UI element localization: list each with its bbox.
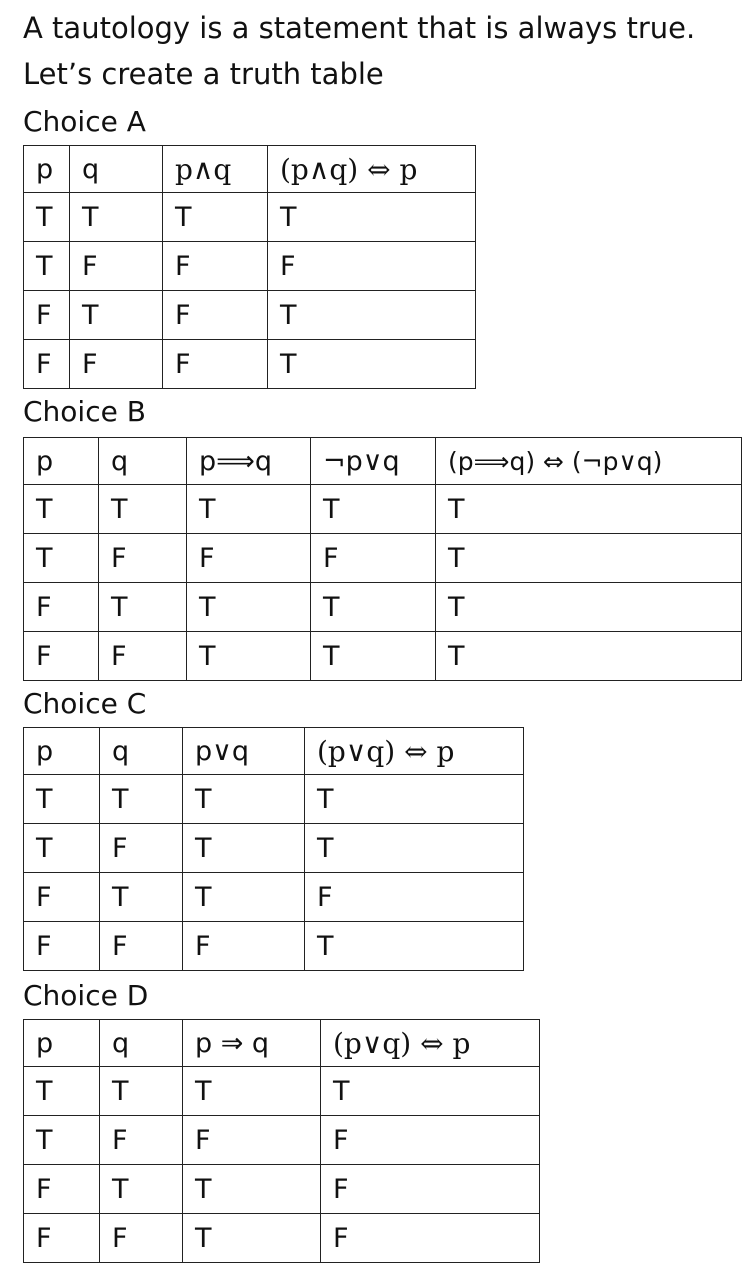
table-cell: F xyxy=(24,873,100,922)
header-cell: p xyxy=(24,1020,100,1067)
table-cell: F xyxy=(311,534,436,583)
header-cell: q xyxy=(100,728,183,775)
header-cell: (p⟹q) ⇔ (¬p∨q) xyxy=(436,438,742,485)
table-row xyxy=(24,534,742,583)
table-cell: F xyxy=(183,1116,321,1165)
table-cell: T xyxy=(24,193,70,242)
table-cell: T xyxy=(311,485,436,534)
choice-a-label: Choice A xyxy=(23,105,146,138)
table-cell: T xyxy=(99,485,187,534)
table-cell: T xyxy=(24,1116,100,1165)
table-cell: T xyxy=(24,824,100,873)
table-row xyxy=(24,873,524,922)
table-row xyxy=(24,1067,540,1116)
table-cell: T xyxy=(163,193,268,242)
choice-d-label: Choice D xyxy=(23,979,149,1012)
table-cell: F xyxy=(268,242,476,291)
table-cell: F xyxy=(24,340,70,389)
table-row xyxy=(24,922,524,971)
table-cell: F xyxy=(24,1214,100,1263)
table-row xyxy=(24,1165,540,1214)
table-cell: T xyxy=(436,583,742,632)
choice-c-label: Choice C xyxy=(23,687,147,720)
table-cell: T xyxy=(187,485,311,534)
table-cell: T xyxy=(24,775,100,824)
table-cell: F xyxy=(70,242,163,291)
table-cell: T xyxy=(100,873,183,922)
header-cell: p∨q xyxy=(183,728,305,775)
table-row xyxy=(24,632,742,681)
table-cell: F xyxy=(321,1214,540,1263)
table-cell: F xyxy=(163,340,268,389)
table-cell: T xyxy=(183,824,305,873)
table-cell: T xyxy=(436,632,742,681)
table-cell: T xyxy=(183,1067,321,1116)
table-cell: F xyxy=(24,922,100,971)
choice-b-truth-table xyxy=(23,437,742,681)
table-cell: T xyxy=(24,534,99,583)
table-cell: F xyxy=(99,632,187,681)
header-cell: (p∧q) ⇔ p xyxy=(268,146,476,193)
table-cell: T xyxy=(100,1067,183,1116)
table-cell: T xyxy=(183,1165,321,1214)
table-cell: T xyxy=(24,485,99,534)
table-cell: T xyxy=(187,583,311,632)
table-cell: F xyxy=(100,824,183,873)
header-cell: (p∨q) ⇔ p xyxy=(321,1020,540,1067)
table-cell: F xyxy=(321,1165,540,1214)
intro-line-1: A tautology is a statement that is always true. xyxy=(23,11,696,45)
intro-line-2: Let’s create a truth table xyxy=(23,57,384,91)
header-cell: p∧q xyxy=(163,146,268,193)
header-cell: p xyxy=(24,728,100,775)
table-cell: F xyxy=(163,291,268,340)
header-cell: (p∨q) ⇔ p xyxy=(305,728,524,775)
table-row xyxy=(24,1214,540,1263)
table-header-row xyxy=(24,146,476,193)
table-row xyxy=(24,242,476,291)
header-cell: ¬p∨q xyxy=(311,438,436,485)
table-cell: F xyxy=(24,583,99,632)
table-cell: F xyxy=(24,1165,100,1214)
table-cell: T xyxy=(305,922,524,971)
table-cell: T xyxy=(436,534,742,583)
table-cell: F xyxy=(100,1214,183,1263)
table-cell: F xyxy=(163,242,268,291)
table-row xyxy=(24,775,524,824)
table-cell: T xyxy=(183,1214,321,1263)
table-cell: T xyxy=(436,485,742,534)
table-cell: T xyxy=(305,775,524,824)
header-cell: p⟹q xyxy=(187,438,311,485)
table-cell: F xyxy=(70,340,163,389)
table-header-row xyxy=(24,728,524,775)
table-cell: T xyxy=(99,583,187,632)
table-cell: T xyxy=(183,873,305,922)
table-cell: F xyxy=(183,922,305,971)
table-cell: F xyxy=(100,922,183,971)
table-cell: T xyxy=(70,193,163,242)
table-row xyxy=(24,193,476,242)
table-cell: F xyxy=(187,534,311,583)
table-cell: T xyxy=(24,242,70,291)
header-cell: p xyxy=(24,438,99,485)
table-cell: T xyxy=(183,775,305,824)
table-cell: T xyxy=(305,824,524,873)
table-header-row xyxy=(24,438,742,485)
table-cell: T xyxy=(70,291,163,340)
table-cell: T xyxy=(268,291,476,340)
table-cell: T xyxy=(311,632,436,681)
table-cell: F xyxy=(100,1116,183,1165)
choice-d-truth-table xyxy=(23,1019,540,1263)
table-row xyxy=(24,485,742,534)
table-cell: T xyxy=(321,1067,540,1116)
header-cell: q xyxy=(99,438,187,485)
table-cell: F xyxy=(321,1116,540,1165)
table-cell: T xyxy=(187,632,311,681)
table-row xyxy=(24,340,476,389)
header-cell: q xyxy=(100,1020,183,1067)
table-cell: T xyxy=(24,1067,100,1116)
header-cell: p xyxy=(24,146,70,193)
table-row xyxy=(24,1116,540,1165)
table-row xyxy=(24,291,476,340)
table-cell: T xyxy=(268,340,476,389)
header-cell: p ⇒ q xyxy=(183,1020,321,1067)
table-row xyxy=(24,583,742,632)
table-cell: T xyxy=(268,193,476,242)
table-header-row xyxy=(24,1020,540,1067)
table-cell: T xyxy=(100,775,183,824)
table-cell: F xyxy=(99,534,187,583)
table-cell: F xyxy=(24,291,70,340)
table-row xyxy=(24,824,524,873)
choice-b-label: Choice B xyxy=(23,395,146,428)
table-cell: F xyxy=(24,632,99,681)
table-cell: T xyxy=(311,583,436,632)
table-cell: F xyxy=(305,873,524,922)
table-cell: T xyxy=(100,1165,183,1214)
header-cell: q xyxy=(70,146,163,193)
choice-a-truth-table xyxy=(23,145,476,389)
choice-c-truth-table xyxy=(23,727,524,971)
